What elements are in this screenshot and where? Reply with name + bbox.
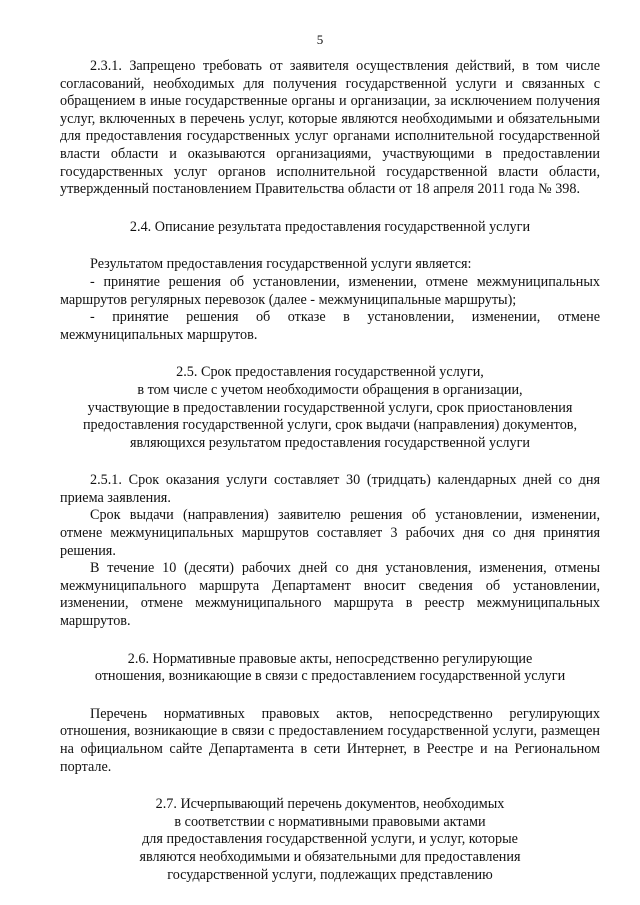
heading-2-5-line: являющихся результатом предоставления государственной услуги	[129, 434, 531, 451]
page-body	[60, 58, 600, 904]
heading-2-7-line: для предоставления государственной услуги, и услуг, которые	[142, 831, 518, 848]
paragraph-2-5-1: 2.5.1. Срок оказания услуги составляет 30 (тридцать) календарных дней со дня приема заявления.	[60, 472, 600, 506]
heading-2-7-line: государственной услуги, подлежащих представлению	[167, 866, 493, 883]
heading-2-7-line: в соответствии с нормативными правовыми актами	[174, 813, 486, 830]
heading-2-7-line: являются необходимыми и обязательными для предоставления	[139, 848, 521, 865]
heading-2-6	[60, 651, 600, 686]
heading-2-7-line: 2.7. Исчерпывающий перечень документов, необходимых	[155, 796, 505, 813]
heading-2-5-line: в том числе с учетом необходимости обращения в организации,	[137, 381, 523, 398]
paragraph-2-3-1: 2.3.1. Запрещено требовать от заявителя осуществления действий, в том числе согласований, необходимых для получения государственной услуги и связанных с обращением в иные государственные органы и организации, за исключением получения услуг, включенных в перечень услуг, которые являются необходимыми и обязательными для предоставления государственных услуг органами исполнительной государственной власти области и оказываются организациями, участвующими в предоставлении государственных услуг органов исполнительной государственной власти области, утвержденный постановлением Правительства области от 18 апреля 2011 года № 398.	[60, 58, 600, 198]
paragraph-2-5-1-registry: В течение 10 (десяти) рабочих дней со дня установления, изменения, отмены межмуниципального маршрута Департамент вносит сведения об установлении, изменении, отмене межмуниципального маршрута в реестр межмуниципальных маршрутов.	[60, 560, 600, 630]
result-intro: Результатом предоставления государственной услуги является:	[90, 256, 472, 273]
result-item-1: - принятие решения об установлении, изменении, отмене межмуниципальных маршрутов регулярных перевозок (далее - межмуниципальные маршруты);	[60, 273, 600, 308]
heading-2-6-line: 2.6. Нормативные правовые акты, непосредственно регулирующие	[127, 650, 533, 667]
result-item-2: - принятие решения об отказе в установлении, изменении, отмене межмуниципальных маршрутов.	[60, 309, 600, 343]
heading-2-5-line: предоставления государственной услуги, срок выдачи (направления) документов,	[82, 417, 578, 434]
heading-2-6-line: отношения, возникающие в связи с предоставлением государственной услуги	[94, 668, 566, 685]
heading-2-5	[60, 364, 600, 452]
paragraph-2-5-1-delivery: Срок выдачи (направления) заявителю решения об установлении, изменении, отмене межмуниципальных маршрутов составляет 3 рабочих дня со дня принятия решения.	[60, 507, 600, 559]
heading-2-5-line: участвующие в предоставлении государственной услуги, срок приостановления	[87, 399, 573, 416]
heading-2-5-line: 2.5. Срок предоставления государственной услуги,	[176, 364, 484, 381]
page-number: 5	[316, 32, 324, 47]
heading-2-4: 2.4. Описание результата предоставления государственной услуги	[129, 218, 531, 235]
paragraph-2-6: Перечень нормативных правовых актов, непосредственно регулирующих отношения, возникающие в связи с предоставлением государственной услуги, размещен на официальном сайте Департамента в сети Интернет, в Реестре и на Региональном портале.	[60, 705, 600, 775]
heading-2-7	[60, 796, 600, 884]
